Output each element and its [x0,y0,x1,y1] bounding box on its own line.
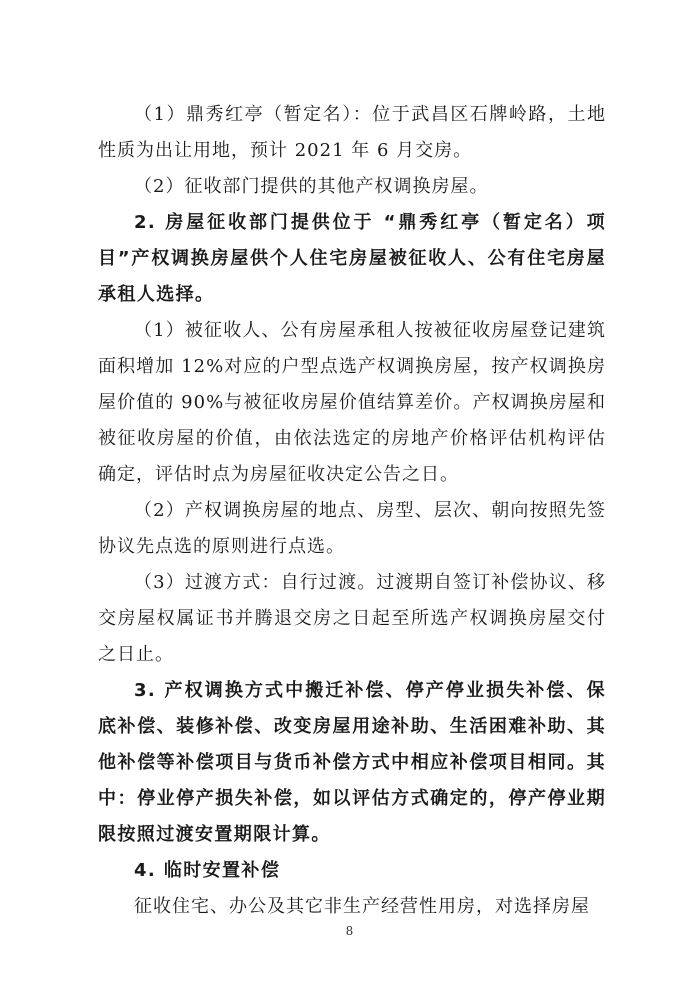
body-paragraph: （2）产权调换房屋的地点、房型、层次、朝向按照先签协议先点选的原则进行点选。 [98,500,606,557]
section-heading-paragraph: 4. 临时安置补偿 [134,860,281,881]
body-paragraph: （2）征收部门提供的其他产权调换房屋。 [134,176,489,197]
section-heading-paragraph: 2. 房屋征收部门提供位于 “鼎秀红亭（暂定名）项目”产权调换房屋供个人住宅房屋被征收人、公有住宅房屋承租人选择。 [98,212,606,305]
body-paragraph: （1）被征收人、公有房屋承租人按被征收房屋登记建筑面积增加 12%对应的户型点选产权调换房屋，按产权调换房屋价值的 90%与被征收房屋价值结算差价。产权调换房屋和被征收房屋的价值，由依法选定的房地产价格评估机构评估确定，评估时点为房屋征收决定公告之日。 [98,320,606,485]
body-paragraph: 征收住宅、办公及其它非生产经营性用房，对选择房屋 [134,896,590,917]
page-number: 8 [345,924,354,938]
section-heading-paragraph: 3. 产权调换方式中搬迁补偿、停产停业损失补偿、保底补偿、装修补偿、改变房屋用途补助、生活困难补助、其他补偿等补偿项目与货币补偿方式中相应补偿项目相同。其中：停业停产损失补偿，如以评估方式确定的，停产停业期限按照过渡安置期限计算。 [98,680,606,845]
body-paragraph: （3）过渡方式：自行过渡。过渡期自签订补偿协议、移交房屋权属证书并腾退交房之日起至所选产权调换房屋交付之日止。 [98,572,606,665]
document-body [98,97,606,925]
body-paragraph: （1）鼎秀红亭（暂定名）：位于武昌区石牌岭路，土地性质为出让用地，预计 2021 年 6 月交房。 [98,104,606,161]
